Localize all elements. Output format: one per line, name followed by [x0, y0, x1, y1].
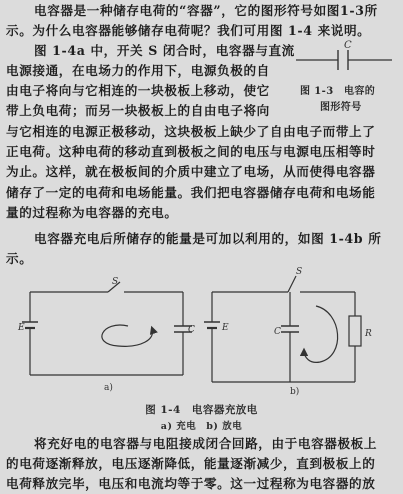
text-line: 示。为什么电容器能够储存电荷呢？我们可用图 1-4 来说明。: [6, 23, 371, 38]
text-line: 示。: [6, 251, 33, 266]
figure-b-label: b): [290, 387, 300, 397]
text-line: 量的过程称为电容器的充电。: [6, 205, 178, 220]
text-line: 与它相连的电源正极移动，这块极板上缺少了自由电子而带上了: [6, 124, 376, 139]
circuit-a: [22, 282, 192, 375]
figure-1-3-caption: 图 1-3 电容的: [300, 86, 376, 97]
capacitor-label: C: [274, 327, 281, 337]
text-line: 将充好电的电容器与电阻接成闭合回路，由于电容器极板上: [34, 436, 378, 451]
figure-a-label: a): [104, 383, 113, 393]
capacitor-label: C: [188, 325, 195, 335]
figure-1-4-title: 图 1-4 电容器充放电: [145, 404, 258, 416]
figure-1-4-circuits: [18, 267, 400, 397]
figure-1-3-caption: 图形符号: [320, 102, 362, 113]
source-label: E: [18, 323, 25, 333]
text-line: 电源接通，在电场力的作用下，电源负极的自: [6, 63, 270, 78]
text-line: 图 1-4a 中，开关 S 闭合时，电容器与直流: [34, 43, 295, 58]
text-line: 带上负电荷；而另一块极板上的自由电子将向: [6, 103, 270, 118]
text-line: 储存了一定的电荷和电场能量。我们把电容器储存电荷和电场能: [6, 185, 376, 200]
source-label: E: [222, 323, 229, 333]
capacitor-symbol-icon: [292, 38, 397, 83]
figure-1-3: [292, 38, 397, 118]
capacitor-label: C: [344, 40, 352, 51]
text-line: 电荷释放完毕，电压和电流均等于零。这一过程称为电容器的放: [6, 476, 376, 491]
resistor-label: R: [365, 329, 372, 339]
text-line: 正电荷。这种电荷的移动直到极板之间的电压与电源电压相等时: [6, 144, 376, 159]
figure-1-4-subtitle: a) 充电 b) 放电: [160, 421, 243, 432]
switch-label: S: [296, 267, 303, 277]
switch-label: S: [112, 277, 119, 287]
text-line: 的电荷逐渐释放，电压逐渐降低，能量逐渐减少，直到极板上的: [6, 456, 376, 471]
text-line: 为止。这样，就在极板间的介质中建立了电场，从而使得电容器: [6, 164, 376, 179]
text-line: 由电子将向与它相连的一块极板上移动，使它: [6, 83, 270, 98]
text-line: 电容器充电后所储存的能量是可加以利用的，如图 1-4b 所: [34, 231, 382, 246]
text-line: 电容器是一种储存电荷的“容器”，它的图形符号如图1-3所: [34, 3, 378, 18]
